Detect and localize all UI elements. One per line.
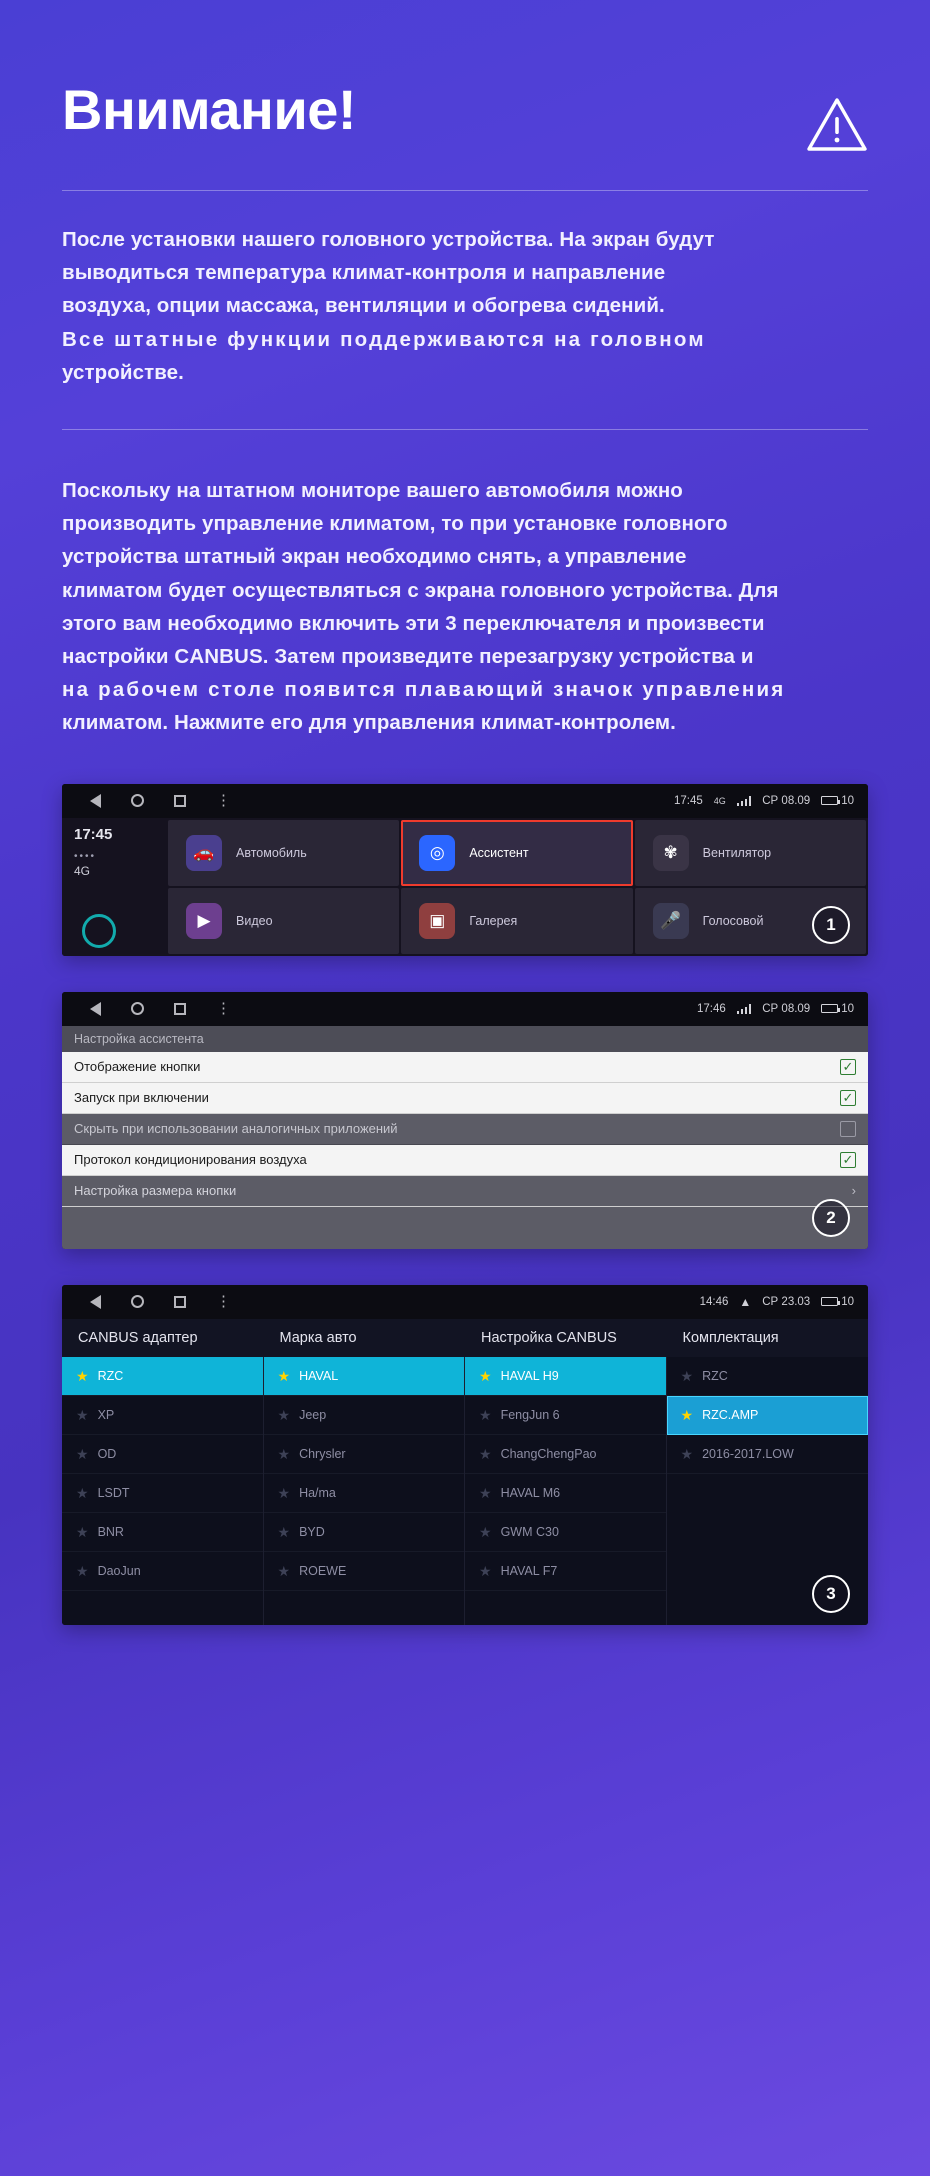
list-item-empty — [667, 1513, 869, 1552]
list-item[interactable] — [264, 1474, 465, 1513]
settings-section-title: Настройка ассистента — [62, 1026, 868, 1052]
status-date-1: СР 08.09 — [762, 794, 811, 807]
list-item[interactable] — [465, 1513, 666, 1552]
battery-icon-3 — [821, 1296, 854, 1308]
tile-car-label: Автомобиль — [236, 845, 307, 860]
list-item[interactable] — [264, 1396, 465, 1435]
setting-row-hide-similar-apps[interactable] — [62, 1114, 868, 1145]
tile-car[interactable] — [168, 820, 399, 886]
android-nav-buttons-2[interactable] — [90, 1001, 231, 1016]
android-status-bar-3 — [62, 1285, 868, 1319]
star-icon[interactable]: ★ — [479, 1523, 492, 1540]
star-icon[interactable]: ★ — [76, 1562, 89, 1579]
canbus-column-adapter — [62, 1357, 264, 1625]
star-icon[interactable]: ★ — [479, 1562, 492, 1579]
intro-line-2: выводиться температура климат-контроля и направление — [62, 261, 666, 285]
star-icon[interactable]: ★ — [277, 1406, 291, 1423]
list-item-label: Chrysler — [299, 1446, 346, 1461]
recents-icon[interactable] — [174, 1003, 186, 1015]
assistant-icon: ◎ — [419, 835, 455, 871]
star-icon[interactable]: ★ — [277, 1523, 291, 1540]
list-item[interactable] — [264, 1357, 465, 1396]
instructions-line-6: настройки CANBUS. Затем произведите перезагрузку устройства и — [62, 645, 754, 669]
screenshot-assistant-settings — [62, 992, 868, 1249]
more-options-icon[interactable]: ⋮ — [216, 1293, 231, 1311]
list-item-label: DaoJun — [97, 1563, 141, 1578]
car-icon: 🚗 — [186, 835, 222, 871]
more-options-icon[interactable]: ⋮ — [216, 792, 231, 810]
star-icon[interactable]: ★ — [479, 1406, 492, 1423]
setting-row-show-button[interactable] — [62, 1052, 868, 1083]
list-item[interactable] — [465, 1396, 666, 1435]
tile-assistant[interactable] — [401, 820, 632, 886]
tile-gallery-label: Галерея — [469, 913, 518, 928]
page-title: Внимание! — [62, 78, 357, 141]
list-item[interactable] — [465, 1474, 666, 1513]
list-item-label: RZC.AMP — [702, 1407, 759, 1422]
list-item[interactable] — [465, 1435, 666, 1474]
intro-line-3: воздуха, опции массажа, вентиляции и обогрева сидений. — [62, 294, 665, 318]
launcher-clock: 17:45 — [74, 825, 113, 843]
setting-label-hide-similar-apps: Скрыть при использовании аналогичных приложений — [74, 1121, 398, 1137]
header-divider — [62, 190, 868, 191]
list-item[interactable] — [62, 1513, 263, 1552]
star-icon[interactable]: ★ — [277, 1367, 291, 1384]
home-icon[interactable] — [131, 794, 144, 807]
status-indicators-1 — [674, 795, 854, 807]
battery-level-2: 10 — [841, 1002, 854, 1015]
list-item[interactable] — [667, 1396, 869, 1435]
step-badge-1: 1 — [812, 906, 850, 944]
status-time-2: 17:46 — [696, 1002, 726, 1015]
list-item-label: BYD — [299, 1524, 325, 1539]
instructions-line-5: этого вам необходимо включить эти 3 переключателя и произвести — [62, 611, 765, 635]
list-item[interactable] — [264, 1552, 465, 1591]
canbus-column-headers — [62, 1319, 868, 1357]
list-item-label: HAVAL H9 — [500, 1368, 559, 1383]
launcher-tile-grid — [168, 818, 868, 956]
tile-voice-label: Голосовой — [702, 913, 764, 928]
list-item[interactable] — [62, 1435, 263, 1474]
setting-row-autostart[interactable] — [62, 1083, 868, 1114]
star-icon[interactable]: ★ — [76, 1484, 89, 1501]
canbus-columns — [62, 1357, 868, 1625]
section-divider — [62, 429, 868, 430]
star-icon[interactable]: ★ — [76, 1445, 89, 1462]
launcher-network-label: 4G — [74, 863, 91, 878]
list-item[interactable] — [264, 1513, 465, 1552]
android-status-bar-2 — [62, 992, 868, 1026]
home-icon[interactable] — [131, 1002, 144, 1015]
status-time-3: 14:46 — [699, 1295, 729, 1308]
battery-level-3: 10 — [841, 1295, 854, 1308]
step-badge-3: 3 — [812, 1575, 850, 1613]
back-icon[interactable] — [90, 794, 101, 808]
list-item-label: Jeep — [299, 1407, 327, 1422]
android-nav-buttons-1[interactable] — [90, 793, 231, 808]
step-badge-2: 2 — [812, 1199, 850, 1237]
back-icon[interactable] — [90, 1002, 101, 1016]
setting-row-ac-protocol[interactable] — [62, 1145, 868, 1176]
list-item-label: OD — [97, 1446, 117, 1461]
instructions-line-8: климатом. Нажмите его для управления климат-контролем. — [62, 711, 676, 735]
list-item[interactable] — [667, 1435, 869, 1474]
canbus-header-trim: Комплектация — [682, 1329, 779, 1346]
list-item-empty — [667, 1474, 869, 1513]
intro-line-1: После установки нашего головного устройства. На экран будут — [62, 228, 715, 251]
checkbox-show-button[interactable]: ✓ — [840, 1059, 856, 1075]
list-item-label: HAVAL — [299, 1368, 339, 1383]
star-icon[interactable]: ★ — [479, 1445, 492, 1462]
battery-level-1: 10 — [841, 794, 854, 807]
list-item-label: FengJun 6 — [500, 1407, 560, 1422]
fan-icon: ✾ — [653, 835, 689, 871]
setting-label-show-button: Отображение кнопки — [74, 1059, 201, 1075]
launcher-ring-widget — [82, 914, 116, 948]
checkbox-ac-protocol[interactable]: ✓ — [840, 1152, 856, 1168]
network-type-1: 4G — [713, 795, 726, 806]
more-options-icon[interactable]: ⋮ — [216, 1000, 231, 1018]
star-icon[interactable]: ★ — [76, 1523, 89, 1540]
list-item[interactable] — [62, 1474, 263, 1513]
list-item-label: LSDT — [97, 1485, 130, 1500]
intro-line-4: Все штатные функции поддерживаются на головном — [62, 327, 706, 351]
status-indicators-3 — [700, 1295, 854, 1309]
launcher-side-panel — [62, 818, 168, 956]
star-icon[interactable]: ★ — [277, 1562, 291, 1579]
warning-triangle-icon — [806, 96, 868, 154]
star-icon[interactable]: ★ — [479, 1484, 492, 1501]
tile-gallery[interactable] — [401, 888, 632, 954]
list-item[interactable] — [465, 1357, 666, 1396]
checkbox-hide-similar-apps[interactable] — [840, 1121, 856, 1137]
list-item-label: Ha/ma — [299, 1485, 336, 1500]
battery-icon-2 — [821, 1003, 854, 1015]
list-item[interactable] — [465, 1552, 666, 1591]
recents-icon[interactable] — [174, 1296, 186, 1308]
instructions-line-3: устройства штатный экран необходимо снять, а управление — [62, 545, 687, 569]
canbus-column-brand — [264, 1357, 466, 1625]
header — [62, 0, 868, 154]
list-item[interactable] — [264, 1435, 465, 1474]
star-icon[interactable]: ★ — [479, 1367, 492, 1384]
screenshot-canbus — [62, 1285, 868, 1625]
star-icon[interactable]: ★ — [277, 1445, 291, 1462]
setting-label-button-size: Настройка размера кнопки — [74, 1183, 237, 1199]
star-icon[interactable]: ★ — [680, 1406, 694, 1423]
checkbox-autostart[interactable]: ✓ — [840, 1090, 856, 1106]
video-icon: ▶ — [186, 903, 222, 939]
tile-fan[interactable] — [635, 820, 866, 886]
tile-assistant-label: Ассистент — [469, 845, 529, 860]
star-icon[interactable]: ★ — [76, 1367, 89, 1384]
star-icon[interactable]: ★ — [680, 1445, 694, 1462]
list-item-label: ChangChengPao — [500, 1446, 597, 1461]
status-date-3: СР 23.03 — [762, 1295, 811, 1308]
chevron-right-icon: › — [851, 1183, 856, 1199]
setting-label-autostart: Запуск при включении — [74, 1090, 209, 1106]
setting-label-ac-protocol: Протокол кондиционирования воздуха — [74, 1152, 307, 1168]
signal-icon-2 — [737, 1003, 752, 1014]
canbus-header-adapter: CANBUS адаптер — [78, 1329, 198, 1346]
back-icon[interactable] — [90, 1295, 101, 1309]
canbus-column-settings — [465, 1357, 667, 1625]
launcher-body — [62, 818, 868, 956]
instructions-line-2: производить управление климатом, то при установке головного — [62, 512, 728, 536]
home-icon[interactable] — [131, 1295, 144, 1308]
intro-line-5: устройстве. — [62, 360, 184, 384]
instructions-line-7: на рабочем столе появится плавающий значок управления — [62, 678, 786, 702]
list-item-label: 2016-2017.LOW — [702, 1446, 794, 1461]
list-item-label: RZC — [702, 1368, 728, 1383]
status-date-2: СР 08.09 — [762, 1002, 811, 1015]
status-indicators-2 — [697, 1003, 854, 1015]
canbus-header-brand: Марка авто — [279, 1329, 357, 1346]
intro-paragraph — [62, 223, 868, 389]
signal-icon-1 — [737, 795, 752, 806]
star-icon[interactable]: ★ — [680, 1367, 694, 1384]
screenshot-launcher — [62, 784, 868, 956]
tile-video-label: Видео — [236, 913, 273, 928]
star-icon[interactable]: ★ — [76, 1406, 89, 1423]
tile-video[interactable] — [168, 888, 399, 954]
status-time-1: 17:45 — [673, 794, 703, 807]
launcher-signal-dots: •••• — [74, 850, 97, 862]
list-item-label: RZC — [97, 1368, 124, 1383]
recents-icon[interactable] — [174, 795, 186, 807]
list-item[interactable] — [62, 1396, 263, 1435]
gallery-icon: ▣ — [419, 903, 455, 939]
android-nav-buttons-3[interactable] — [90, 1294, 231, 1309]
microphone-icon: 🎤 — [653, 903, 689, 939]
instructions-line-1: Поскольку на штатном мониторе вашего автомобиля можно — [62, 479, 683, 503]
list-item-label: HAVAL M6 — [500, 1485, 561, 1500]
star-icon[interactable]: ★ — [277, 1484, 291, 1501]
battery-icon-1 — [821, 795, 854, 807]
settings-empty-area — [62, 1207, 868, 1249]
setting-row-button-size[interactable] — [62, 1176, 868, 1207]
list-item-label: BNR — [97, 1524, 124, 1539]
list-item-label: GWM C30 — [500, 1524, 559, 1539]
canbus-header-settings: Настройка CANBUS — [481, 1329, 617, 1346]
list-item[interactable] — [667, 1357, 869, 1396]
list-item-label: HAVAL F7 — [500, 1563, 558, 1578]
list-item[interactable] — [62, 1357, 263, 1396]
instructions-paragraph — [62, 474, 868, 740]
list-item-label: XP — [97, 1407, 115, 1422]
wifi-icon: ▲ — [739, 1294, 752, 1309]
instructions-line-4: климатом будет осуществляться с экрана головного устройства. Для — [62, 578, 779, 602]
tile-fan-label: Вентилятор — [702, 845, 772, 860]
list-item[interactable] — [62, 1552, 263, 1591]
list-item-label: ROEWE — [299, 1563, 347, 1578]
android-status-bar-1 — [62, 784, 868, 818]
